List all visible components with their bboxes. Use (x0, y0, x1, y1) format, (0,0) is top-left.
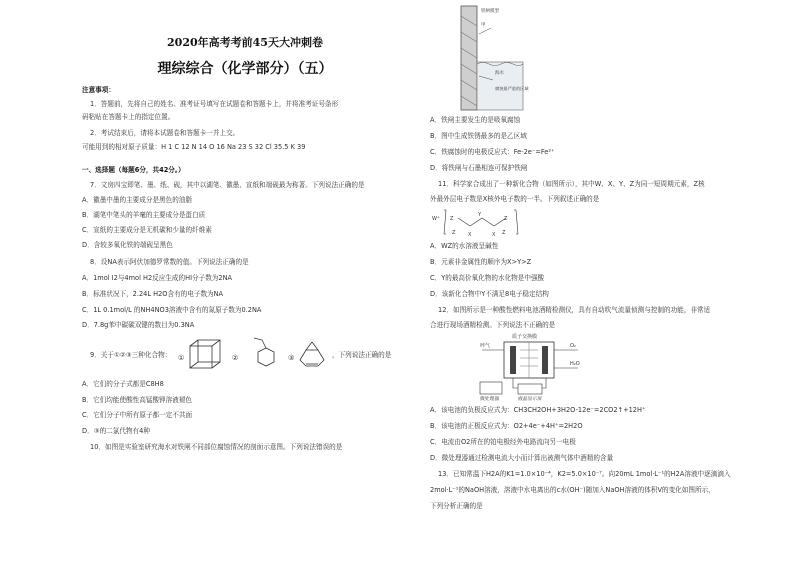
notice-item1a: 1．答题前，先将自己的姓名、准考证号填写在试题卷和答题卡上，并将准考证号条形 (90, 100, 339, 108)
q7-option-d: D．含较多氧化铁的端砚呈黑色 (82, 241, 173, 249)
q9-option-d: D．③的二氯代物有4种 (82, 427, 150, 435)
q10-figure (455, 4, 535, 112)
q10-option-b: B．图中生成铁锈最多的是乙区域 (430, 132, 527, 140)
svg-text:Z: Z (452, 230, 456, 236)
q11-option-d: D．该新化合物中Y不满足8电子稳定结构 (430, 290, 549, 298)
fig-label-corrosion: 腐蚀最严重的区域 (495, 86, 529, 91)
q12-option-b: B．该电池的正极反应式为：O2+4e⁻+4H⁺=2H2O (430, 422, 583, 430)
q7-option-c: C．宣纸的主要成分是无机碳和少量的纤维素 (82, 226, 212, 234)
svg-text:Y: Y (478, 212, 482, 218)
q10-option-a: A．铁闸主要发生的是吸氧腐蚀 (430, 116, 521, 124)
q7-option-a: A．徽墨中墨的主要成分是黑色的油脂 (82, 196, 193, 204)
q7-option-b: B．湖笔中笔头的羊毫的主要成分是蛋白质 (82, 211, 206, 219)
q13-line2: 2mol·L⁻¹的NaOH溶液，溶液中水电离出的c水(OH⁻)随加入NaOH溶液的体积V的变化如图所示， (430, 486, 715, 494)
q9-stem-post: ，下列说法正确的是 (332, 351, 392, 359)
section1-heading: 一、选择题（每题6分，共42分。） (82, 166, 185, 174)
q10-option-d: D．将铁闸与石墨相连可保护铁闸 (430, 164, 528, 172)
label-1: ① (178, 354, 185, 362)
q12-option-d: D．微处理器通过检测电流大小而计算出被测气体中酒精的含量 (430, 454, 614, 462)
q9-stem-pre: 9．关于①②③三种化合物： (90, 351, 172, 359)
q12-stem-a: 12．如图所示是一种酸性燃料电池酒精检测仪，具有自动吹气流量侦测与控制的功能，非常适 (438, 306, 711, 314)
fig-breath-label: 呼气 (480, 343, 491, 349)
label-2: ② (232, 354, 239, 362)
label-3: ③ (288, 354, 295, 362)
q8-option-c: C．1L 0.1mol/L 的NH4NO3溶液中含有的氮原子数为0.2NA (82, 306, 262, 314)
q7-stem: 7．文房四宝即笔、墨、纸、砚，其中以湖笔、徽墨、宣纸和端砚最为称著。下列说法正确的是 (90, 181, 365, 189)
exam-subtitle: 理综综合（化学部分）（五） (157, 61, 333, 77)
fig-label-seawater: 海水 (495, 71, 504, 76)
svg-text:X: X (492, 232, 496, 238)
fig-processor-label: 微处理器 (480, 397, 500, 402)
q13-line1: 13．已知常温下H2A的K1=1.0×10⁻⁴，K2=5.0×10⁻⁷。向20mL 1mol·L⁻¹的H2A溶液中逐滴滴入 (438, 470, 731, 478)
notice-item2: 2．考试结束后，请将本试题卷和答题卡一并上交。 (90, 129, 240, 137)
q12-figure (474, 330, 594, 402)
fig-label-gate: 铁闸模型 (481, 9, 499, 14)
fig-o2-label: O₂ (570, 343, 576, 349)
atomic-masses: 可能用到的相对原子质量：H 1 C 12 N 14 O 16 Na 23 S 32 Cl 35.5 K 39 (82, 143, 306, 151)
norbornadiene-structure (300, 342, 324, 366)
exam-title: 2020年高考考前45天大冲刺卷 (167, 36, 323, 49)
q8-stem: 8．设NA表示阿伏加德罗常数的值。下列说法正确的是 (90, 258, 249, 266)
q8-option-d: D．7.8g苯中碳碳双键的数目为0.3NA (82, 321, 195, 329)
q12-stem-b: 合进行现场酒精检测。下列说法不正确的是 (430, 321, 556, 329)
svg-text:Z: Z (504, 216, 508, 222)
q12-option-c: C．电流由O2所在的铂电极经外电路流向另一电极 (430, 438, 576, 446)
cubane-structure (190, 340, 220, 368)
q11-structure (430, 206, 530, 240)
q10-option-c: C．铁腐蚀时的电极反应式：Fe-2e⁻=Fe²⁺ (430, 148, 555, 156)
q9-option-b: B．它们均能使酸性高锰酸钾溶液褪色 (82, 396, 193, 404)
fig-h2o-label: H₂O (570, 361, 580, 367)
q8-option-b: B．标准状况下，2.24L H2O含有的电子数为NA (82, 290, 224, 298)
svg-text:Z: Z (502, 230, 506, 236)
q11-stem-a: 11．科学家合成出了一种新化合物（如图所示），其中W、X、Y、Z为同一短周期元素，Z核 (438, 180, 705, 188)
svg-text:X: X (468, 232, 472, 238)
notice-heading: 注意事项： (82, 86, 115, 94)
q11-stem-b: 外最外层电子数是X核外电子数的一半。下列叙述正确的是 (430, 195, 600, 203)
svg-text:W⁺: W⁺ (432, 216, 440, 222)
q11-option-c: C．Y的最高价氧化物的水化物是中强酸 (430, 274, 545, 282)
q9-structures (170, 336, 340, 374)
q11-option-a: A．WZ的水溶液呈碱性 (430, 242, 499, 250)
fig-label-jia: 甲 (481, 23, 486, 28)
notice-item1b: 码粘贴在答题卡上的指定位置。 (82, 113, 175, 121)
fig-pem-label: 质子交换膜 (512, 334, 538, 340)
q12-option-a: A．该电池的负极反应式为：CH3CH2OH+3H2O-12e⁻=2CO2↑+12H⁺ (430, 406, 646, 414)
q9-option-c: C．它们分子中所有原子都一定不共面 (82, 411, 193, 419)
q10-stem: 10．如图是实验室研究海水对铁闸不同部位腐蚀情况的剖面示意图。下列说法错误的是 (90, 443, 343, 451)
styrene-structure (254, 338, 274, 366)
q13-line3: 下列分析正确的是 (430, 502, 483, 510)
fig-lcd-label: 液晶显示屏 (518, 397, 542, 402)
q8-option-a: A．1mol I2与4mol H2反应生成的HI分子数为2NA (82, 274, 233, 282)
q9-option-a: A．它们的分子式都是C8H8 (82, 380, 164, 388)
svg-text:Z: Z (450, 216, 454, 222)
q11-option-b: B．元素非金属性的顺序为X>Y>Z (430, 258, 532, 266)
